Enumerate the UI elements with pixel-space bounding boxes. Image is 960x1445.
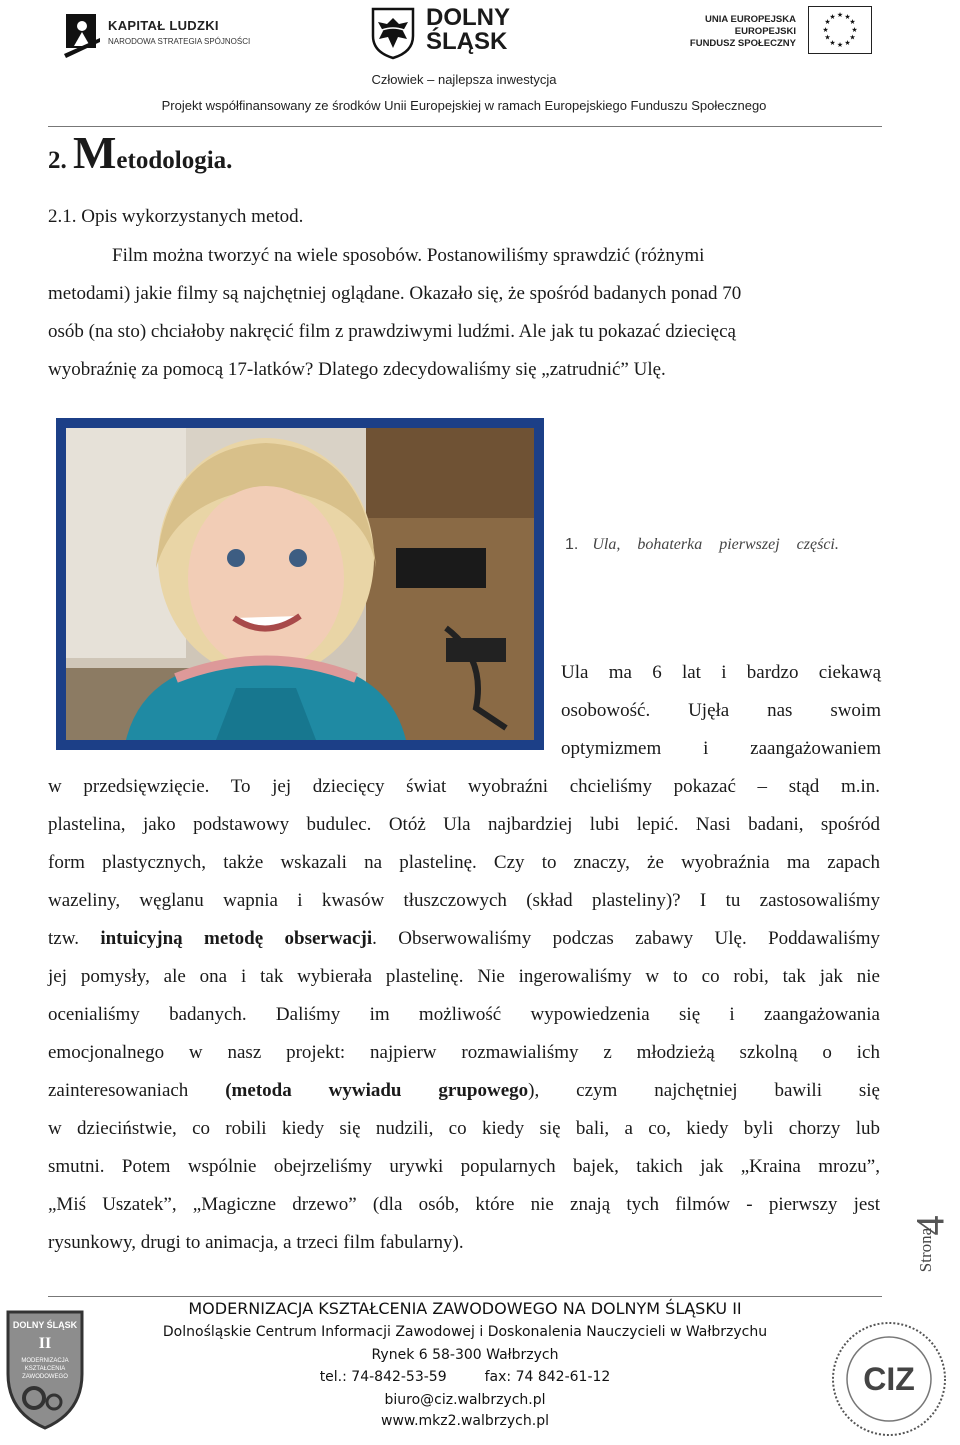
svg-text:★: ★ <box>824 33 831 42</box>
dolny-slask-line2: ŚLĄSK <box>426 28 508 55</box>
eu-line3: FUNDUSZ SPOŁECZNY <box>689 38 796 49</box>
mkz-logo-line1: DOLNY ŚLĄSK <box>12 1320 78 1330</box>
wrapped-line: osobowość. Ujęła nas swoim <box>561 700 881 721</box>
paragraph-line <box>48 1072 880 1110</box>
mkz-logo-line3: MODERNIZACJA <box>21 1358 69 1364</box>
svg-text:★: ★ <box>822 26 829 34</box>
svg-text:★: ★ <box>829 39 836 47</box>
ciz-logo <box>828 1318 950 1440</box>
ciz-logo-text: CIZ <box>863 1361 915 1397</box>
ciz-logo-icon <box>828 1318 950 1440</box>
mkz-logo-line4: KSZTAŁCENIA <box>24 1366 66 1372</box>
footer-address: Rynek 6 58-300 Wałbrzych <box>371 1347 559 1363</box>
intro-line: osób (na sto) chciałoby nakręcić film z prawdziwymi ludźmi. Ale jak tu pokazać dziecięcą <box>48 321 736 342</box>
header-motto: Człowiek – najlepsza inwestycja <box>371 72 557 87</box>
intro-paragraph <box>48 237 880 389</box>
footer-project-title: MODERNIZACJA KSZTAŁCENIA ZAWODOWEGO NA DOLNYM ŚLĄSKU II <box>188 1299 742 1318</box>
paragraph-line: jej pomysły, ale ona i tak wybierała plastelinę. Nie ingerowaliśmy w to co robi, tak jak nie <box>48 966 880 987</box>
figure-number: 1. <box>565 536 579 553</box>
kapital-ludzki-subtitle: NARODOWA STRATEGIA SPÓJNOŚCI <box>108 37 251 46</box>
kapital-ludzki-mark-icon <box>62 8 102 58</box>
intro-line: Film można tworzyć na wiele sposobów. Postanowiliśmy sprawdzić (różnymi <box>112 245 705 266</box>
svg-text:★: ★ <box>836 41 844 49</box>
text-run: . Obserwowaliśmy podczas zabawy Ulę. Poddawaliśmy <box>372 928 880 949</box>
intro-line: metodami) jakie filmy są najchętniej oglądane. Okazało się, że spośród badanych ponad 70 <box>48 283 742 304</box>
footer-divider <box>48 1296 882 1297</box>
mkz-logo <box>0 1304 90 1440</box>
mkz-logo-line5: ZAWODOWEGO <box>22 1374 68 1380</box>
section-number: 2. <box>48 147 67 174</box>
svg-text:★: ★ <box>849 33 856 42</box>
mkz-logo-icon <box>0 1304 90 1440</box>
paragraph-line <box>48 920 880 958</box>
wrapped-line: Ula ma 6 lat i bardzo ciekawą <box>561 662 881 683</box>
page-number-label: Strona <box>916 1227 936 1273</box>
paragraph-line: plastelina, jako podstawowy budulec. Otóż Ula najbardziej lubi lepić. Nasi badani, spośród <box>48 814 880 835</box>
svg-text:★: ★ <box>849 18 856 26</box>
text-run: ), czym najchętniej bawili się <box>528 1080 880 1101</box>
eu-line2: EUROPEJSKI <box>734 26 796 37</box>
eu-text <box>690 14 796 50</box>
dolny-slask-wordmark <box>426 6 510 54</box>
page-number <box>907 1210 960 1300</box>
footer-tel: tel.: 74-842-53-59 <box>319 1369 447 1385</box>
svg-text:★: ★ <box>824 18 831 26</box>
ula-photo-image <box>66 428 534 740</box>
eu-line1: UNIA EUROPEJSKA <box>705 14 796 25</box>
paragraph-line: rysunkowy, drugi to animacja, a trzeci film fabularny). <box>48 1232 464 1253</box>
header-divider <box>48 126 882 127</box>
section-heading <box>48 127 233 178</box>
footer-email: biuro@ciz.walbrzych.pl <box>384 1392 546 1408</box>
footer-phone <box>120 1369 810 1385</box>
paragraph-line: ocenialiśmy badanych. Daliśmy im możliwość wypowiedzenia się i zaangażowania <box>48 1004 880 1025</box>
svg-text:★: ★ <box>844 39 851 47</box>
svg-text:★: ★ <box>844 13 851 21</box>
paragraph-line: emocjonalnego w nasz projekt: najpierw rozmawialiśmy z młodzieżą szkolną o ich <box>48 1042 880 1063</box>
eagle-crest-icon <box>370 6 416 60</box>
svg-text:★: ★ <box>836 11 844 19</box>
paragraph-line: „Miś Uszatek”, „Magiczne drzewo” (dla osób, które nie znają tych filmów - pierwszy jest <box>48 1194 880 1215</box>
main-paragraph <box>48 768 880 1262</box>
method-intuitive: intuicyjną metodę obserwacji <box>100 928 373 949</box>
mkz-logo-line2: II <box>38 1335 52 1352</box>
paragraph-line: smutni. Potem wspólnie obejrzeliśmy urywki popularnych bajek, takich jak „Kraina mrozu”, <box>48 1156 880 1177</box>
subsection-heading: 2.1. Opis wykorzystanych metod. <box>48 206 304 227</box>
eu-flag-icon <box>808 6 872 54</box>
footer-fax: fax: 74 842-61-12 <box>484 1369 611 1385</box>
kapital-ludzki-logo <box>62 6 252 62</box>
paragraph-line: w przedsięwzięcie. To jej dziecięcy świat wyobraźni chcieliśmy pokazać – stąd m.in. <box>48 776 880 797</box>
footer-institution: Dolnośląskie Centrum Informacji Zawodowej i Doskonalenia Nauczycieli w Wałbrzychu <box>162 1324 768 1340</box>
wrapped-paragraph <box>561 654 881 768</box>
section-title-initial: M <box>73 127 117 178</box>
eu-logo <box>688 4 878 60</box>
kapital-ludzki-name: KAPITAŁ LUDZKI <box>108 18 219 33</box>
text-run: tzw. <box>48 928 79 949</box>
intro-line: wyobraźnię za pomocą 17-latków? Dlatego zdecydowaliśmy się „zatrudnić” Ulę. <box>48 359 666 380</box>
page-number-value: 4 <box>907 1215 953 1236</box>
wrapped-line: optymizmem i zaangażowaniem <box>561 738 881 759</box>
text-run: zainteresowaniach <box>48 1080 189 1101</box>
method-group-interview: (metoda wywiadu grupowego <box>225 1080 529 1101</box>
svg-text:★: ★ <box>829 13 836 21</box>
dolny-slask-line1: DOLNY <box>426 4 510 31</box>
paragraph-line: form plastycznych, także wskazali na plastelinę. Czy to znaczy, że wyobraźnia ma zapach <box>48 852 880 873</box>
figure-caption-text: Ula, bohaterka pierwszej części. <box>592 536 839 553</box>
section-title-rest: etodologia. <box>116 147 233 174</box>
paragraph-line: wazeliny, węglanu wapnia i kwasów tłuszczowych (skład plasteliny)? I tu zastosowaliśmy <box>48 890 880 911</box>
header-project-line: Projekt współfinansowany ze środków Unii Europejskiej w ramach Europejskiego Funduszu Społecznego <box>161 98 767 113</box>
svg-text:★: ★ <box>851 26 858 34</box>
footer-website: www.mkz2.walbrzych.pl <box>381 1413 549 1429</box>
ula-photo <box>56 418 544 750</box>
paragraph-line: w dzieciństwie, co robili kiedy się nudzili, co kiedy się bali, a co, kiedy byli chorzy lub <box>48 1118 880 1139</box>
dolny-slask-logo <box>370 4 540 62</box>
figure-caption <box>565 536 839 554</box>
